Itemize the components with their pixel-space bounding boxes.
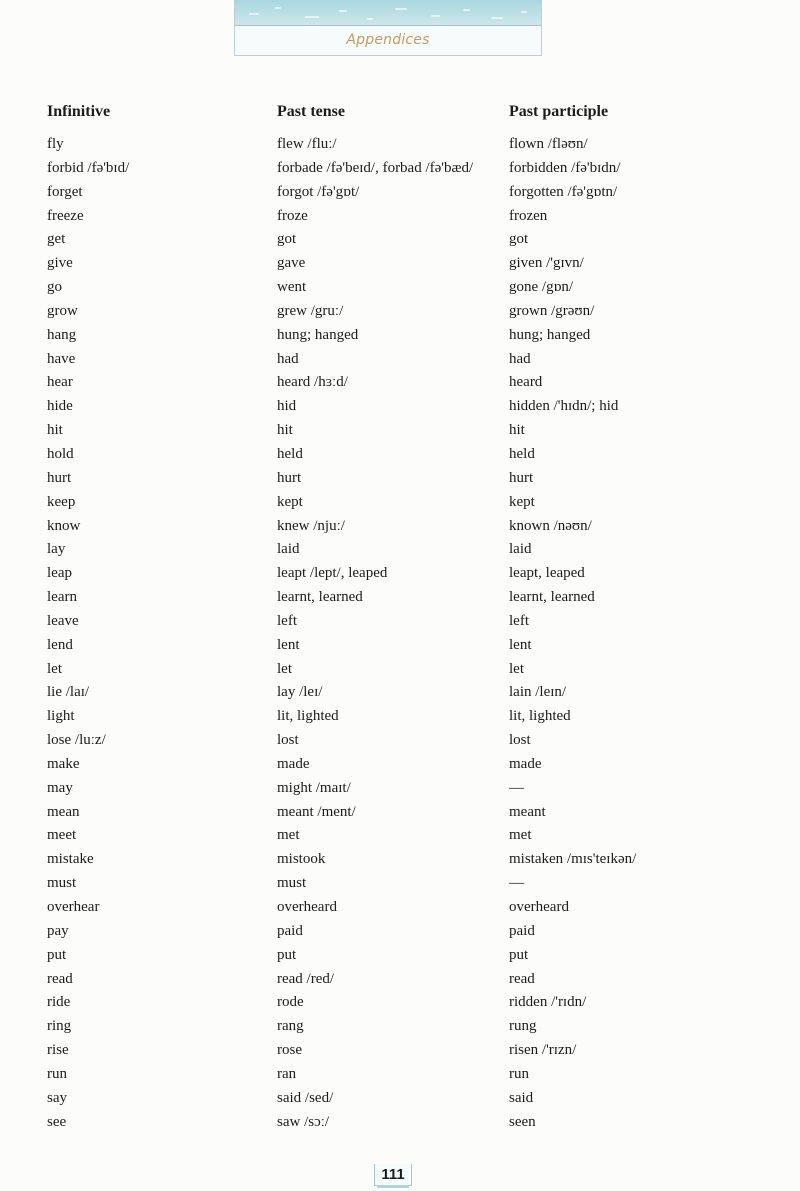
cell-past-participle: — [509, 779, 524, 796]
cell-infinitive: see [47, 1113, 67, 1130]
cell-past-participle: hit [509, 422, 525, 439]
cell-past-participle: heard [509, 374, 543, 391]
cell-past-participle: overheard [509, 899, 569, 915]
cell-past-tense: kept [277, 493, 303, 510]
cell-infinitive: hang [47, 326, 77, 343]
cell-infinitive: lend [47, 636, 73, 653]
cell-infinitive: read [47, 970, 73, 987]
cell-past-participle: met [509, 827, 532, 844]
cell-past-participle: forgotten /fə'gɒtn/ [509, 183, 618, 200]
cell-past-participle: made [509, 755, 542, 772]
cell-past-participle: got [509, 231, 529, 248]
cell-infinitive: keep [47, 493, 76, 510]
cell-past-tense: knew /njuː/ [277, 517, 345, 534]
cell-past-participle: read [509, 970, 535, 987]
cell-past-tense: leapt /lept/, leaped [277, 565, 388, 582]
page-number: 111 [374, 1164, 412, 1186]
cell-infinitive: hold [47, 445, 74, 462]
cell-past-tense: grew /gruː/ [277, 302, 344, 319]
cell-past-participle: — [509, 875, 524, 892]
cell-infinitive: make [47, 755, 80, 772]
cell-past-participle: lost [509, 732, 531, 749]
table-row [0, 661, 800, 685]
table-row [0, 1018, 800, 1042]
cell-past-participle: given /'gɪvn/ [509, 255, 584, 272]
header-decorative-band [235, 0, 541, 26]
cell-past-tense: flew /fluː/ [277, 136, 337, 152]
table-row [0, 136, 800, 160]
cell-infinitive: leave [47, 612, 79, 629]
cell-past-participle: meant [509, 803, 546, 820]
cell-infinitive: hide [47, 398, 73, 415]
cell-past-tense: meant /ment/ [277, 803, 356, 820]
cell-past-participle: let [509, 660, 524, 677]
cell-infinitive: freeze [47, 207, 84, 224]
column-header-infinitive: Infinitive [47, 103, 111, 120]
table-header [0, 103, 800, 123]
table-row [0, 255, 800, 279]
cell-past-participle: grown /grəʊn/ [509, 302, 595, 319]
table-row [0, 160, 800, 184]
table-row [0, 422, 800, 446]
cell-infinitive: lay [47, 541, 66, 558]
cell-past-tense: forgot /fə'gɒt/ [277, 183, 360, 200]
cell-infinitive: say [47, 1089, 67, 1106]
table-row [0, 303, 800, 327]
cell-past-tense: made [277, 755, 310, 772]
cell-past-tense: forbade /fə'beɪd/, forbad /fə'bæd/ [277, 159, 474, 176]
cell-infinitive: hurt [47, 469, 72, 486]
cell-past-tense: got [277, 231, 297, 248]
table-row [0, 947, 800, 971]
cell-past-tense: held [277, 445, 303, 462]
cell-past-tense: heard /hɜːd/ [277, 374, 348, 391]
cell-infinitive: pay [47, 922, 69, 939]
cell-past-participle: paid [509, 922, 535, 939]
cell-infinitive: get [47, 231, 66, 248]
table-row [0, 708, 800, 732]
cell-infinitive: grow [47, 302, 78, 319]
cell-past-tense: must [277, 875, 307, 892]
cell-infinitive: know [47, 517, 81, 534]
cell-past-tense: put [277, 946, 297, 963]
cell-past-tense: overheard [277, 899, 337, 915]
table-row [0, 780, 800, 804]
table-row [0, 541, 800, 565]
cell-past-participle: frozen [509, 207, 548, 224]
cell-past-tense: froze [277, 207, 308, 224]
cell-past-tense: had [277, 350, 299, 367]
section-title: Appendices [346, 32, 430, 48]
cell-past-tense: said /sed/ [277, 1089, 334, 1106]
section-header [234, 0, 542, 56]
cell-past-tense: mistook [277, 851, 326, 868]
cell-infinitive: may [47, 779, 73, 796]
cell-past-tense: ran [277, 1065, 297, 1082]
cell-past-tense: gave [277, 255, 306, 272]
cell-infinitive: ring [47, 1018, 72, 1035]
cell-past-tense: rang [277, 1018, 304, 1035]
cell-past-tense: lit, lighted [277, 708, 339, 725]
cell-infinitive: hear [47, 374, 73, 391]
cell-past-participle: hung; hanged [509, 326, 591, 343]
cell-infinitive: leap [47, 565, 72, 582]
table-row [0, 851, 800, 875]
table-row [0, 994, 800, 1018]
table-row [0, 184, 800, 208]
cell-past-tense: rose [277, 1042, 302, 1059]
cell-past-tense: might /maɪt/ [277, 779, 351, 796]
table-row [0, 565, 800, 589]
table-row [0, 637, 800, 661]
cell-past-participle: kept [509, 493, 535, 510]
cell-infinitive: hit [47, 422, 63, 439]
cell-infinitive: rise [47, 1042, 69, 1059]
cell-past-tense: went [277, 279, 307, 296]
cell-infinitive: must [47, 875, 77, 892]
cell-past-participle: left [509, 612, 529, 629]
cell-past-tense: hit [277, 422, 293, 439]
cell-past-tense: saw /sɔː/ [277, 1113, 330, 1130]
cell-infinitive: lie /laɪ/ [47, 684, 90, 701]
table-row [0, 923, 800, 947]
cell-past-participle: lent [509, 636, 532, 653]
cell-past-participle: leapt, leaped [509, 565, 585, 582]
table-row [0, 804, 800, 828]
table-row [0, 231, 800, 255]
cell-past-participle: lain /leɪn/ [509, 684, 567, 701]
cell-infinitive: mistake [47, 851, 94, 868]
table-row [0, 1066, 800, 1090]
table-row [0, 518, 800, 542]
cell-past-tense: rode [277, 994, 304, 1011]
table-row [0, 684, 800, 708]
table-row [0, 470, 800, 494]
cell-past-tense: let [277, 660, 292, 677]
cell-infinitive: light [47, 708, 75, 725]
cell-past-tense: lent [277, 636, 300, 653]
cell-past-participle: run [509, 1065, 529, 1082]
cell-past-tense: met [277, 827, 300, 844]
table-row [0, 374, 800, 398]
cell-past-participle: hidden /'hɪdn/; hid [509, 398, 619, 415]
table-row [0, 494, 800, 518]
cell-past-tense: hurt [277, 469, 302, 486]
table-row [0, 351, 800, 375]
cell-past-participle: ridden /'rɪdn/ [509, 994, 587, 1011]
table-row [0, 1090, 800, 1114]
table-row [0, 875, 800, 899]
cell-infinitive: ride [47, 994, 71, 1011]
column-header-past-participle: Past participle [509, 103, 609, 120]
table-row [0, 327, 800, 351]
table-row [0, 1042, 800, 1066]
cell-infinitive: mean [47, 803, 80, 820]
cell-past-participle: known /nəʊn/ [509, 517, 592, 534]
table-row [0, 589, 800, 613]
cell-past-tense: left [277, 612, 297, 629]
cell-past-participle: laid [509, 541, 532, 558]
table-row [0, 756, 800, 780]
cell-past-participle: put [509, 946, 529, 963]
cell-infinitive: forbid /fə'bɪd/ [47, 159, 130, 176]
cell-past-participle: gone /gɒn/ [509, 279, 574, 296]
cell-past-participle: learnt, learned [509, 589, 595, 606]
table-row [0, 899, 800, 923]
cell-past-tense: read /red/ [277, 970, 335, 987]
cell-infinitive: put [47, 946, 67, 963]
cell-past-participle: said [509, 1089, 534, 1106]
cell-past-tense: lost [277, 732, 299, 749]
cell-infinitive: overhear [47, 899, 100, 915]
cell-infinitive: lose /luːz/ [47, 732, 106, 749]
cell-past-tense: paid [277, 922, 303, 939]
cell-infinitive: give [47, 255, 73, 272]
cell-past-participle: lit, lighted [509, 708, 571, 725]
table-row [0, 279, 800, 303]
table-row [0, 1114, 800, 1138]
table-row [0, 446, 800, 470]
cell-past-tense: hung; hanged [277, 326, 359, 343]
cell-past-participle: risen /'rɪzn/ [509, 1042, 577, 1059]
cell-infinitive: fly [47, 136, 64, 152]
table-row [0, 398, 800, 422]
cell-past-tense: learnt, learned [277, 589, 363, 606]
cell-past-tense: lay /leɪ/ [277, 684, 323, 701]
table-row [0, 827, 800, 851]
cell-infinitive: learn [47, 589, 77, 606]
verb-table [0, 136, 800, 1137]
cell-infinitive: let [47, 660, 62, 677]
table-row [0, 732, 800, 756]
cell-past-tense: laid [277, 541, 300, 558]
cell-infinitive: meet [47, 827, 77, 844]
table-row [0, 613, 800, 637]
cell-past-participle: seen [509, 1113, 536, 1130]
cell-past-participle: hurt [509, 469, 534, 486]
table-row [0, 971, 800, 995]
cell-past-participle: flown /fləʊn/ [509, 136, 588, 152]
cell-infinitive: go [47, 279, 62, 296]
cell-past-participle: mistaken /mɪs'teɪkən/ [509, 851, 637, 868]
cell-past-tense: hid [277, 398, 297, 415]
column-header-past-tense: Past tense [277, 103, 345, 120]
cell-past-participle: rung [509, 1018, 537, 1035]
cell-past-participle: had [509, 350, 531, 367]
cell-past-participle: forbidden /fə'bɪdn/ [509, 159, 621, 176]
cell-infinitive: forget [47, 183, 83, 200]
cell-infinitive: run [47, 1065, 67, 1082]
table-row [0, 208, 800, 232]
cell-infinitive: have [47, 350, 76, 367]
cell-past-participle: held [509, 445, 535, 462]
